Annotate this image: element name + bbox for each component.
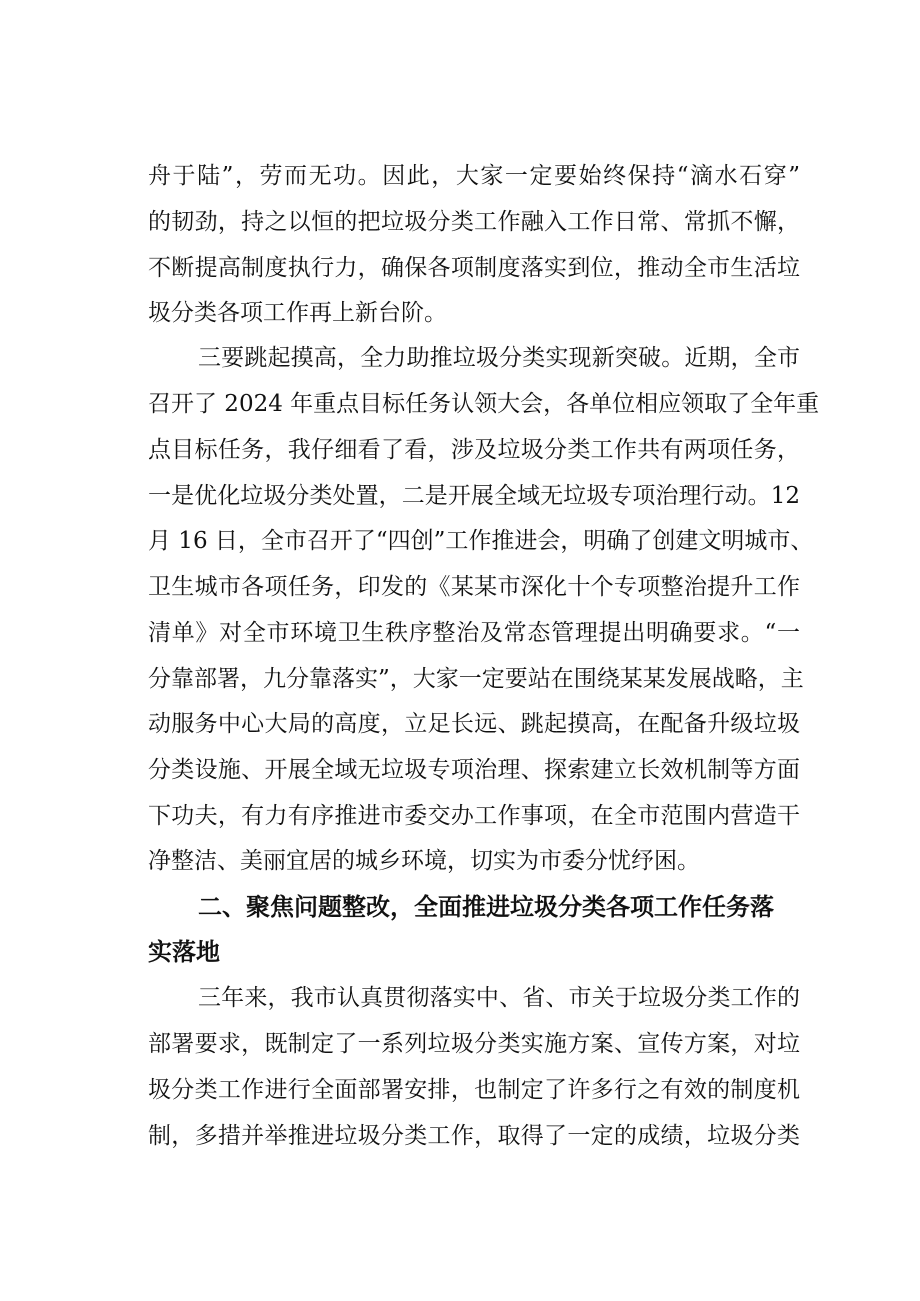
body-text-line: 舟于陆”，劳而无功。因此，大家一定要始终保持“滴水石穿” — [148, 163, 800, 189]
body-text-line: 卫生城市各项任务，印发的《某某市深化十个专项整治提升工作 — [148, 574, 800, 600]
body-text-line: 的韧劲，持之以恒的把垃圾分类工作融入工作日常、常抓不懈， — [148, 209, 800, 235]
body-text-line: 圾分类各项工作再上新台阶。 — [148, 300, 447, 326]
section-heading: 二、聚焦问题整改，全面推进垃圾分类各项工作任务落 — [198, 893, 774, 921]
body-text-line: 净整洁、美丽宜居的城乡环境，切实为市委分忧纾困。 — [148, 848, 700, 874]
body-text-line: 点目标任务，我仔细看了看，涉及垃圾分类工作共有两项任务， — [148, 437, 800, 463]
body-text-line: 清单》对全市环境卫生秩序整治及常态管理提出明确要求。“一 — [148, 620, 800, 646]
paragraph-first-line: 三年来，我市认真贯彻落实中、省、市关于垃圾分类工作的 — [198, 985, 800, 1011]
body-text-line: 动服务中心大局的高度，立足长远、跳起摸高，在配备升级垃圾 — [148, 711, 800, 737]
body-text-line: 一是优化垃圾分类处置，二是开展全域无垃圾专项治理行动。12 — [148, 483, 800, 509]
paragraph-first-line: 三要跳起摸高，全力助推垃圾分类实现新突破。近期，全市 — [198, 345, 800, 371]
body-text-line: 召开了 2024 年重点目标任务认领大会，各单位相应领取了全年重 — [148, 391, 820, 417]
body-text-line: 部署要求，既制定了一系列垃圾分类实施方案、宣传方案，对垃 — [148, 1031, 800, 1057]
section-heading-continued: 实落地 — [148, 938, 220, 966]
body-text-line: 制，多措并举推进垃圾分类工作，取得了一定的成绩，垃圾分类 — [148, 1123, 800, 1149]
body-text-line: 分类设施、开展全域无垃圾专项治理、探索建立长效机制等方面 — [148, 757, 800, 783]
body-text-line: 不断提高制度执行力，确保各项制度落实到位，推动全市生活垃 — [148, 255, 800, 281]
body-text-line: 月 16 日，全市召开了“四创”工作推进会，明确了创建文明城市、 — [148, 528, 814, 554]
body-text-line: 圾分类工作进行全面部署安排，也制定了许多行之有效的制度机 — [148, 1077, 800, 1103]
body-text-line: 分靠部署，九分靠落实”，大家一定要站在围绕某某发展战略，主 — [148, 666, 804, 692]
body-text-line: 下功夫，有力有序推进市委交办工作事项，在全市范围内营造干 — [148, 803, 800, 829]
